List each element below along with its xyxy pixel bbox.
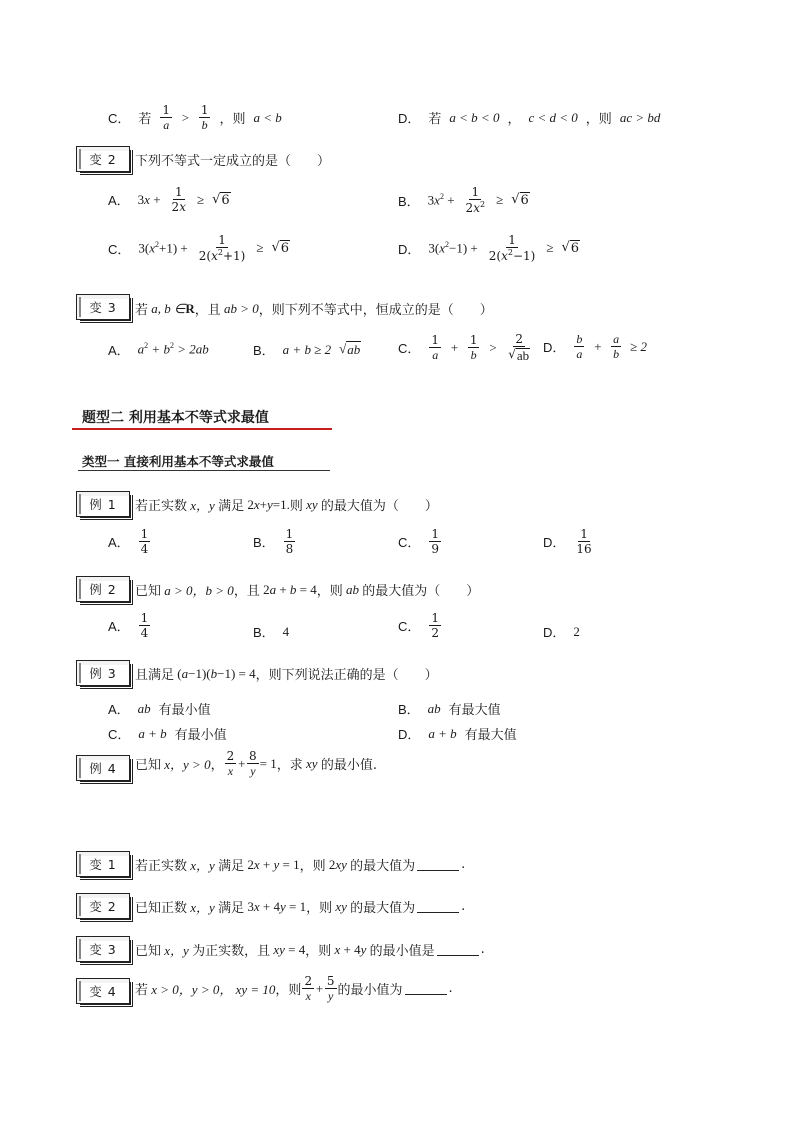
option-d: D． $\frac{1}{16}$ xyxy=(543,527,592,556)
option-b: B． a + b ≥ 2 √ ab xyxy=(253,341,361,358)
question-stem: 若正实数 x，y 满足 2x+y=1. 则 xy 的最大值为（ ） xyxy=(135,496,438,514)
question-tag: 变 3 xyxy=(76,294,130,320)
question-stem: 下列不等式一定成立的是（ ） xyxy=(135,154,331,169)
subsection-title: 类型一 直接利用基本不等式求最值 xyxy=(82,454,274,469)
question-stem: 已知 x，y > 0 ， $\frac{2}{x}$ + $\frac{8}{y}$ = 1 ，求 xy 的最小值. xyxy=(135,749,377,778)
option-b: B． $\frac{1}{8}$ xyxy=(253,527,294,556)
question-stem: 若 a, b ∈ R ，且 ab > 0 ，则下列不等式中，恒成立的是（ ） xyxy=(135,300,493,318)
question-tag: 变 1 xyxy=(76,851,130,877)
option-d: D． $\frac{b}{a}$ + $\frac{a}{b}$ ≥ 2 xyxy=(543,332,648,361)
question-tag: 例 2 xyxy=(76,576,130,602)
answer-blank xyxy=(417,858,459,871)
question-tag: 变 2 xyxy=(76,146,130,172)
question-tag: 变 3 xyxy=(76,936,130,962)
option-c: C． $\frac{1}{9}$ xyxy=(398,527,440,556)
option-b: B． ab 有最大值 xyxy=(398,700,501,718)
question-stem: 已知 a > 0，b > 0 ，且 2a + b = 4 ，则 ab 的最大值为（ ） xyxy=(135,581,480,599)
question-stem: 若 x > 0，y > 0， xy = 10 ，则 $\frac{2}{x}$ + $\frac{5}{y}$ 的最小值为 . xyxy=(135,974,453,1003)
section-title: 题型二 利用基本不等式求最值 xyxy=(82,410,269,426)
answer-blank xyxy=(417,900,459,913)
question-tag: 变 2 xyxy=(76,893,130,919)
option-a: A． $\frac{1}{4}$ xyxy=(108,527,149,556)
option-a: A． $a^2 + b^2 > 2ab$ xyxy=(108,341,209,358)
option-a: A． ab 有最小值 xyxy=(108,700,211,718)
answer-blank xyxy=(437,943,479,956)
option-c: C． $\frac{1}{a}$ + $\frac{1}{b}$ > 2 √ ab xyxy=(398,332,530,363)
question-stem: 且满足 (a−1)(b−1) = 4 ，则下列说法正确的是（ ） xyxy=(135,665,438,683)
option-d: D． 若 a < b < 0 ， c < d < 0 ，则 ac > bd xyxy=(398,109,661,127)
option-c: C． $\frac{1}{2}$ xyxy=(398,611,440,640)
option-c: C． a + b 有最小值 xyxy=(108,725,227,743)
question-tag: 例 3 xyxy=(76,660,130,686)
option-d: D． a + b 有最大值 xyxy=(398,725,517,743)
subsection-divider xyxy=(78,470,330,471)
question-stem: 已知正数 x，y 满足 3x + 4y = 1 ，则 xy 的最大值为 . xyxy=(135,898,466,916)
option-b: B． 4 xyxy=(253,623,290,640)
option-a: A． $\frac{1}{4}$ xyxy=(108,611,149,640)
option-c: C． 若 $\frac{1}{a}$ > $\frac{1}{b}$ ，则 a < b xyxy=(108,103,282,132)
section-divider xyxy=(72,428,332,430)
answer-blank xyxy=(405,982,447,995)
question-stem: 已知 x，y 为正实数，且 xy = 4 ，则 x + 4y 的最小值是 . xyxy=(135,941,485,959)
question-tag: 例 4 xyxy=(76,755,130,781)
option-a: A． 3x + $\frac{1}{2x}$ ≥ √ 6 xyxy=(108,185,230,214)
option-d: D． 2 xyxy=(543,623,580,640)
option-b: B． $3x^2$ + $\frac{1}{2x^2}$ ≥ √ 6 xyxy=(398,185,529,215)
option-label: C． xyxy=(108,111,131,126)
question-tag: 变 4 xyxy=(76,978,130,1004)
question-tag: 例 1 xyxy=(76,491,130,517)
option-c: C． $3(x^2+1)$ + $\frac{1}{2(x^2+1)}$ ≥ √ 6 xyxy=(108,233,290,263)
option-d: D． $3(x^2-1)$ + $\frac{1}{2(x^2-1)}$ ≥ √ 6 xyxy=(398,233,580,263)
question-stem: 若正实数 x，y 满足 2x + y = 1 ，则 2xy 的最大值为 . xyxy=(135,856,466,874)
